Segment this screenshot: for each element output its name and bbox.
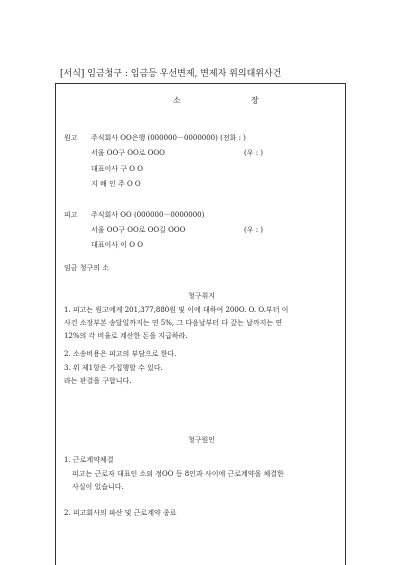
defendant-rep: 대표이사 이 O O	[91, 241, 143, 249]
plaintiff-postal: (우 : )	[244, 149, 264, 157]
title-right-char: 장	[251, 96, 260, 105]
plaintiff-rep: 대표이사 구 O O	[91, 165, 143, 173]
title-left-char: 소	[173, 96, 182, 105]
document-frame	[55, 83, 346, 565]
plaintiff-name: 주식회사 OO은행 (000000－0000000) (전화 : )	[91, 134, 246, 142]
defendant-postal: (우 : )	[244, 226, 264, 234]
form-header: [서식] 임금청구 : 임금등 우선변제, 변제자 위의대위사건	[60, 69, 282, 79]
claims-heading: 청구취지	[188, 292, 216, 300]
plaintiff-branch: 지 배 인 주 O O	[91, 180, 141, 188]
grounds-section2-title: 2. 피고회사의 파산 및 근로계약 종료	[64, 509, 177, 517]
defendant-name: 주식회사 OO (000000－0000000)	[91, 211, 205, 219]
grounds-section1-body: 피고는 근로자 대표인 소외 정OO 등 8인과 사이에 근로계약을 체결한 사실이 있습니다.	[72, 470, 284, 491]
claim-item-3: 3. 위 제1항은 가집행할 수 있다.	[64, 364, 163, 372]
claim-item-1: 1. 피고는 원고에게 201,377,880원 및 이에 대하여 200O. O. O.부터 이 사건 소장부본 송달일까지는 연 5%, 그 다음날부터 다 갚는 날까지는 연 12%의 각 비율로 계산한 돈을 지급하라.	[64, 306, 289, 340]
plaintiff-address: 서울 OO구 OO로 OOO	[91, 149, 165, 157]
case-name: 임금 청구의 소	[64, 264, 110, 272]
claim-item-2: 2. 소송비용은 피고의 부담으로 한다.	[64, 350, 177, 358]
grounds-section1-title: 1. 근로계약체결	[64, 456, 114, 464]
plaintiff-label: 원고	[64, 134, 78, 142]
grounds-heading: 청구원인	[188, 436, 216, 444]
defendant-label: 피고	[64, 211, 78, 219]
claim-closing: 라는 판결을 구합니다.	[64, 377, 132, 385]
defendant-address: 서울 OO구 OO로 OO길 OOO	[91, 226, 186, 234]
